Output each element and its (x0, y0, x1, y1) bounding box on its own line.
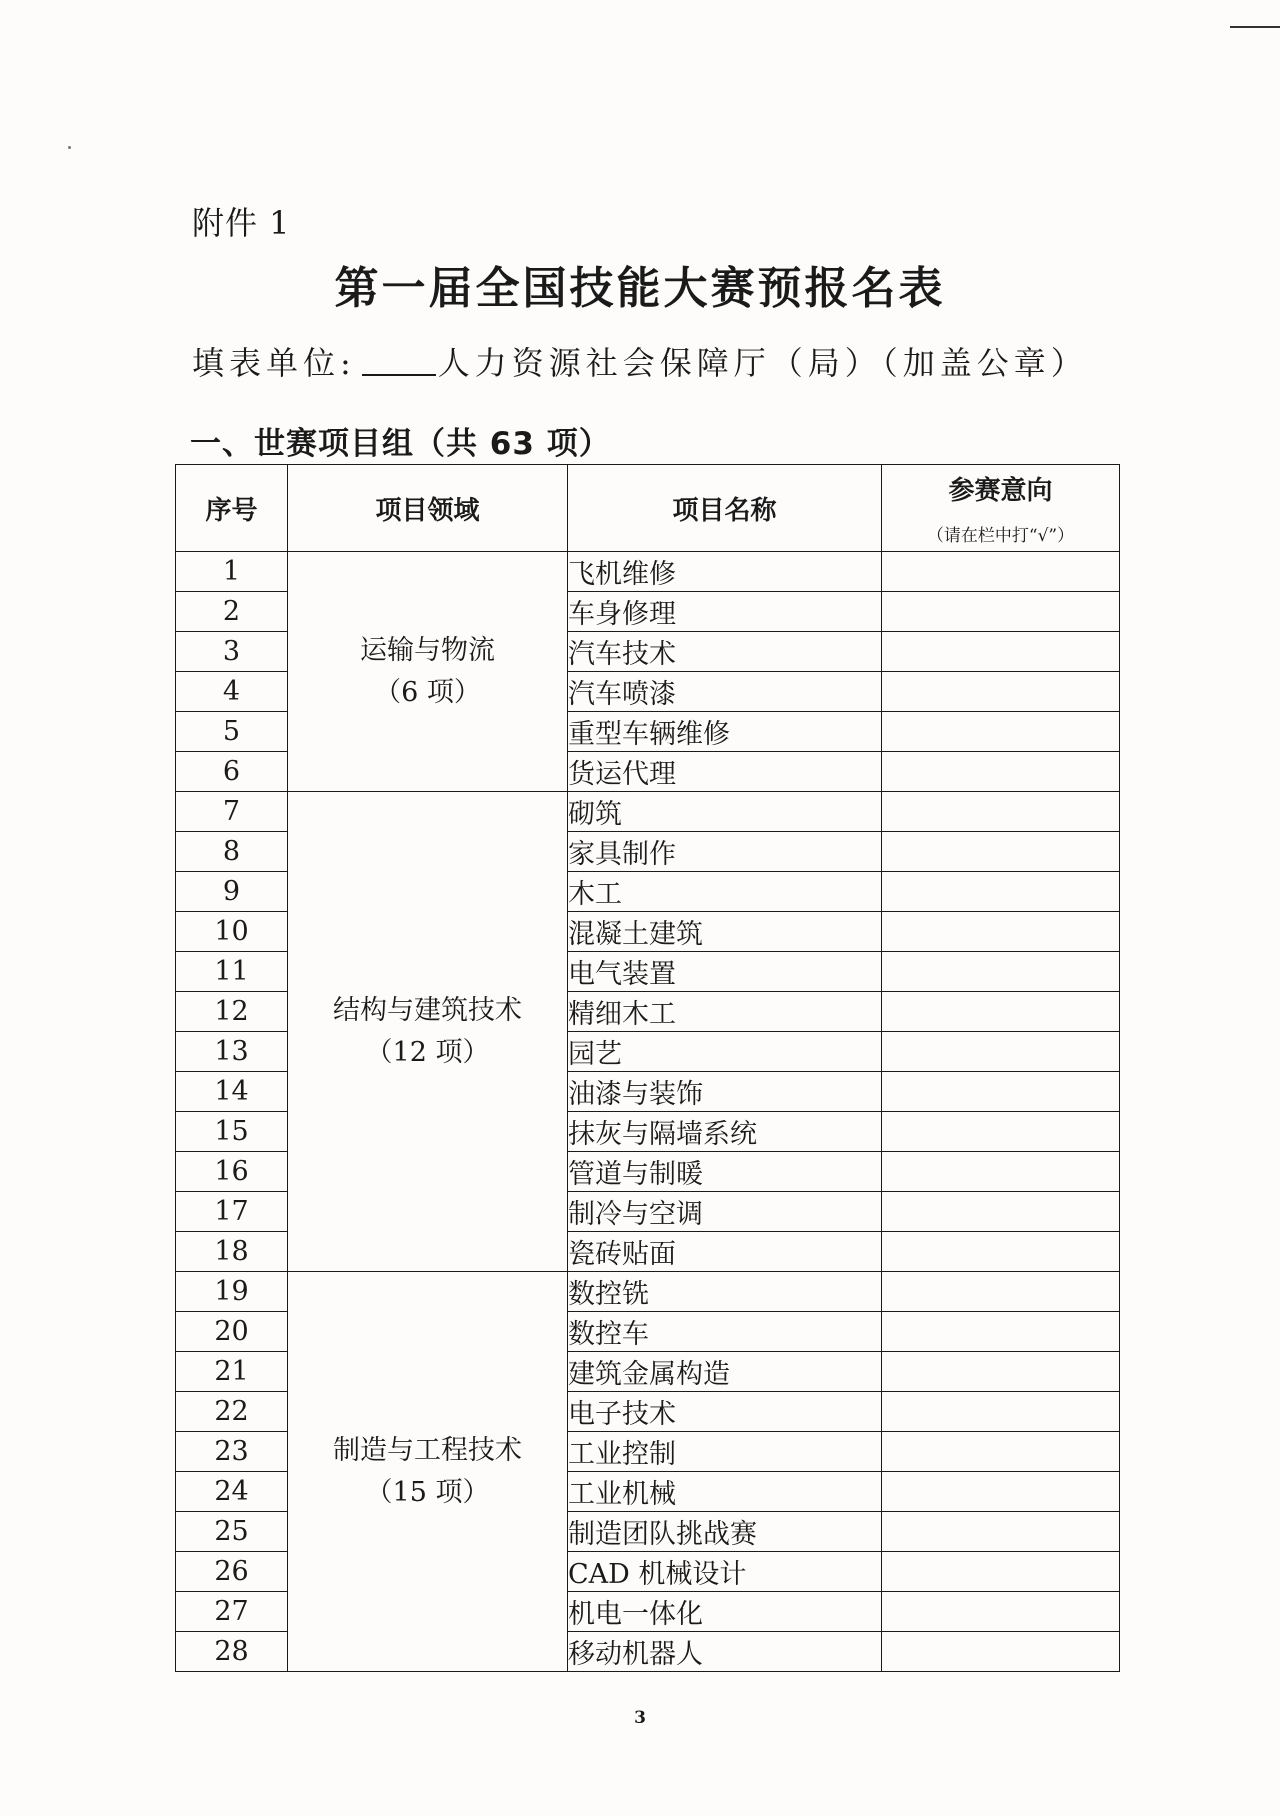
row-intent-checkbox-cell[interactable] (882, 712, 1120, 752)
page-number: 3 (634, 1708, 646, 1728)
registration-table (175, 464, 1120, 1672)
row-intent-checkbox-cell[interactable] (882, 832, 1120, 872)
row-item-name: 工业控制 (568, 1432, 882, 1472)
filler-blank (362, 344, 436, 376)
row-seq: 18 (176, 1232, 288, 1272)
row-intent-checkbox-cell[interactable] (882, 992, 1120, 1032)
row-item-name: 电气装置 (568, 952, 882, 992)
row-intent-checkbox-cell[interactable] (882, 1032, 1120, 1072)
table-header-row (176, 465, 1120, 552)
scan-speck (68, 146, 71, 149)
row-intent-checkbox-cell[interactable] (882, 1112, 1120, 1152)
row-item-name: 汽车技术 (568, 632, 882, 672)
row-seq: 4 (176, 672, 288, 712)
row-intent-checkbox-cell[interactable] (882, 1192, 1120, 1232)
header-name: 项目名称 (568, 465, 882, 552)
row-seq: 19 (176, 1272, 288, 1312)
row-item-name: 精细木工 (568, 992, 882, 1032)
table-body (176, 552, 1120, 1672)
row-intent-checkbox-cell[interactable] (882, 872, 1120, 912)
row-intent-checkbox-cell[interactable] (882, 1552, 1120, 1592)
group-domain-cell (288, 1272, 568, 1672)
row-intent-checkbox-cell[interactable] (882, 592, 1120, 632)
row-intent-checkbox-cell[interactable] (882, 1632, 1120, 1672)
row-item-name: 抹灰与隔墙系统 (568, 1112, 882, 1152)
row-item-name: 园艺 (568, 1032, 882, 1072)
row-seq: 10 (176, 912, 288, 952)
row-seq: 14 (176, 1072, 288, 1112)
row-seq: 28 (176, 1632, 288, 1672)
row-intent-checkbox-cell[interactable] (882, 1232, 1120, 1272)
header-intent-note: （请在栏中打“√”） (926, 526, 1075, 546)
row-item-name: 砌筑 (568, 792, 882, 832)
row-item-name: 数控铣 (568, 1272, 882, 1312)
row-item-name: 移动机器人 (568, 1632, 882, 1672)
group-domain-count: （12 项） (365, 1036, 490, 1068)
row-item-name: 管道与制暖 (568, 1152, 882, 1192)
row-seq: 15 (176, 1112, 288, 1152)
row-item-name: 飞机维修 (568, 552, 882, 592)
row-seq: 11 (176, 952, 288, 992)
header-intent (882, 465, 1120, 552)
row-item-name: CAD 机械设计 (568, 1552, 882, 1592)
group-domain-count: （15 项） (365, 1476, 490, 1508)
filler-unit-text: 人力资源社会保障厅（局）（加盖公章） (437, 344, 1088, 382)
table-row (176, 552, 1120, 592)
row-seq: 6 (176, 752, 288, 792)
scan-edge-mark (1230, 26, 1280, 28)
page-title: 第一届全国技能大赛预报名表 (334, 263, 946, 314)
row-seq: 24 (176, 1472, 288, 1512)
row-seq: 12 (176, 992, 288, 1032)
row-item-name: 货运代理 (568, 752, 882, 792)
row-intent-checkbox-cell[interactable] (882, 1392, 1120, 1432)
row-seq: 21 (176, 1352, 288, 1392)
row-intent-checkbox-cell[interactable] (882, 632, 1120, 672)
group-domain-cell (288, 552, 568, 792)
row-seq: 8 (176, 832, 288, 872)
row-seq: 25 (176, 1512, 288, 1552)
filler-label: 填表单位: (192, 344, 356, 382)
table-row (176, 792, 1120, 832)
row-intent-checkbox-cell[interactable] (882, 1152, 1120, 1192)
row-seq: 17 (176, 1192, 288, 1232)
row-intent-checkbox-cell[interactable] (882, 752, 1120, 792)
row-seq: 9 (176, 872, 288, 912)
row-item-name: 瓷砖贴面 (568, 1232, 882, 1272)
row-item-name: 建筑金属构造 (568, 1352, 882, 1392)
row-item-name: 车身修理 (568, 592, 882, 632)
row-seq: 7 (176, 792, 288, 832)
row-intent-checkbox-cell[interactable] (882, 792, 1120, 832)
row-intent-checkbox-cell[interactable] (882, 952, 1120, 992)
row-seq: 16 (176, 1152, 288, 1192)
table-row (176, 1272, 1120, 1312)
row-item-name: 家具制作 (568, 832, 882, 872)
row-item-name: 工业机械 (568, 1472, 882, 1512)
row-item-name: 油漆与装饰 (568, 1072, 882, 1112)
group-domain-count: （6 项） (374, 676, 481, 708)
row-item-name: 混凝土建筑 (568, 912, 882, 952)
row-seq: 22 (176, 1392, 288, 1432)
header-intent-title: 参赛意向 (948, 476, 1053, 506)
row-intent-checkbox-cell[interactable] (882, 1432, 1120, 1472)
header-seq: 序号 (176, 465, 288, 552)
row-intent-checkbox-cell[interactable] (882, 912, 1120, 952)
group-domain-cell (288, 792, 568, 1272)
filler-unit-line (192, 338, 1088, 384)
header-domain: 项目领域 (288, 465, 568, 552)
row-seq: 20 (176, 1312, 288, 1352)
row-item-name: 数控车 (568, 1312, 882, 1352)
row-seq: 26 (176, 1552, 288, 1592)
group-domain-name: 制造与工程技术 (333, 1434, 522, 1466)
row-intent-checkbox-cell[interactable] (882, 1352, 1120, 1392)
row-item-name: 电子技术 (568, 1392, 882, 1432)
row-intent-checkbox-cell[interactable] (882, 1272, 1120, 1312)
row-seq: 2 (176, 592, 288, 632)
row-item-name: 机电一体化 (568, 1592, 882, 1632)
row-item-name: 木工 (568, 872, 882, 912)
row-intent-checkbox-cell[interactable] (882, 1592, 1120, 1632)
row-intent-checkbox-cell[interactable] (882, 1472, 1120, 1512)
row-item-name: 重型车辆维修 (568, 712, 882, 752)
row-intent-checkbox-cell[interactable] (882, 1072, 1120, 1112)
attachment-label: 附件 1 (192, 204, 291, 242)
row-item-name: 制冷与空调 (568, 1192, 882, 1232)
row-seq: 1 (176, 552, 288, 592)
row-seq: 23 (176, 1432, 288, 1472)
row-seq: 5 (176, 712, 288, 752)
row-seq: 27 (176, 1592, 288, 1632)
row-intent-checkbox-cell[interactable] (882, 552, 1120, 592)
row-seq: 13 (176, 1032, 288, 1072)
group-domain-name: 运输与物流 (360, 634, 495, 666)
row-intent-checkbox-cell[interactable] (882, 1312, 1120, 1352)
row-seq: 3 (176, 632, 288, 672)
row-item-name: 制造团队挑战赛 (568, 1512, 882, 1552)
row-intent-checkbox-cell[interactable] (882, 672, 1120, 712)
group-domain-name: 结构与建筑技术 (333, 994, 522, 1026)
row-item-name: 汽车喷漆 (568, 672, 882, 712)
row-intent-checkbox-cell[interactable] (882, 1512, 1120, 1552)
section-title: 一、世赛项目组（共 63 项） (190, 426, 611, 462)
